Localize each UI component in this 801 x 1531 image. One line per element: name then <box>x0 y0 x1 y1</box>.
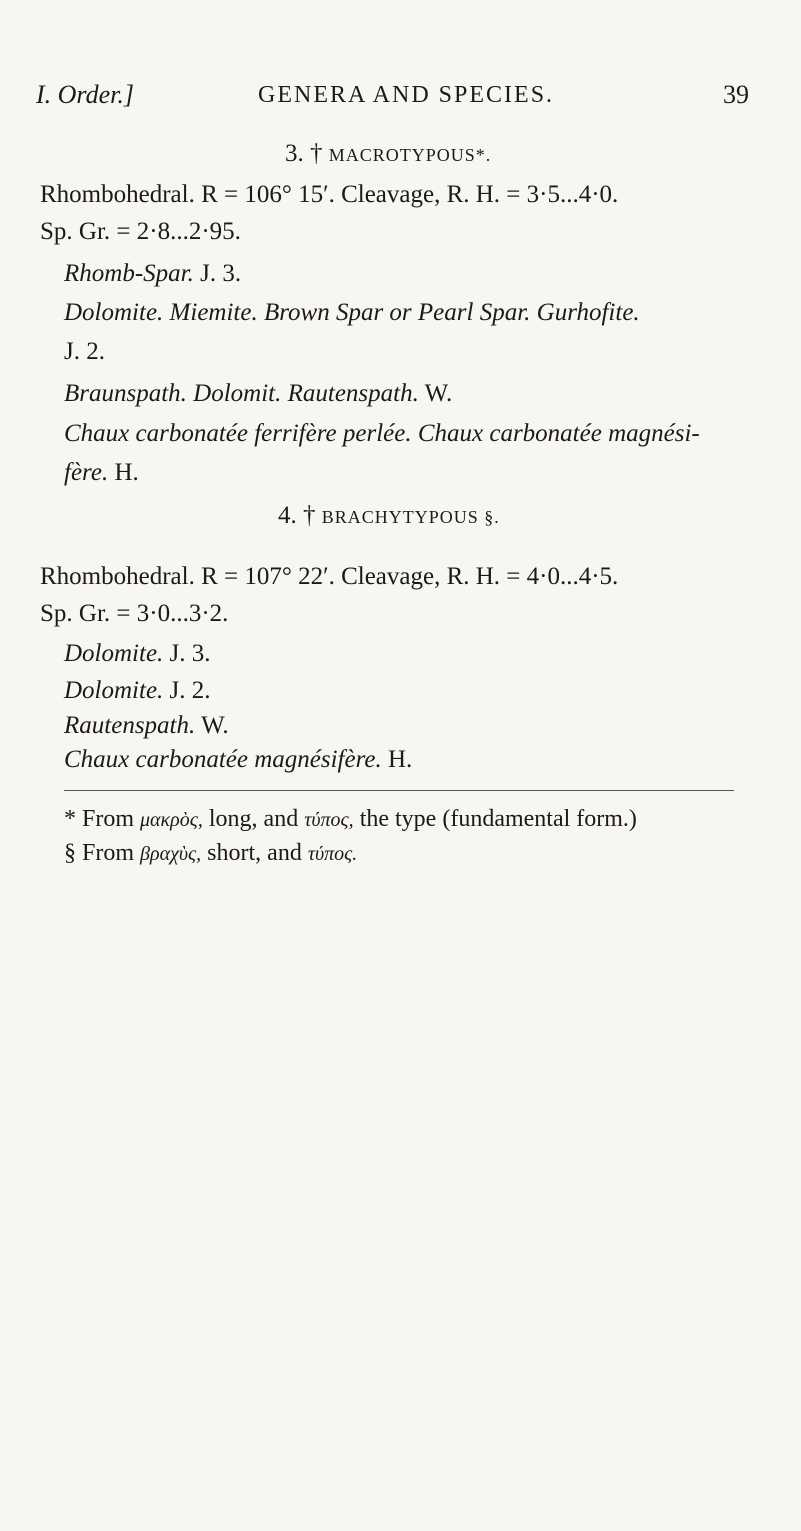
section-number: 4. <box>278 502 297 529</box>
synonym-ref: J. 2. <box>169 677 211 704</box>
greek-word: τύπος, <box>304 809 354 831</box>
footnote-2 <box>64 840 357 867</box>
synonym-line <box>64 640 211 668</box>
footnote-text: the type (fundamental form.) <box>359 806 637 832</box>
synonym-ref: J. 3. <box>200 260 242 287</box>
running-header-title: GENERA AND SPECIES. <box>258 82 555 108</box>
footnote-text: long, and <box>208 806 299 832</box>
synonym-name: Chaux carbonatée magnésifère. <box>64 746 382 773</box>
synonym-ref: H. <box>388 746 413 773</box>
footnote-1 <box>64 806 637 833</box>
greek-word: βραχὺς, <box>140 843 202 865</box>
greek-word: τύπος. <box>307 843 358 865</box>
synonym-line: Dolomite. Miemite. Brown Spar or Pearl Spar. Gurhofite. <box>64 299 640 326</box>
synonym-line <box>64 260 241 288</box>
synonym-line <box>64 712 229 740</box>
synonym-ref: J. 2. <box>64 338 105 365</box>
footnote-text: From <box>82 806 135 832</box>
page-number: 39 <box>723 80 749 109</box>
synonym-name: Braunspath. Dolomit. Rautenspath. <box>64 380 419 407</box>
synonym-name: Dolomite. <box>64 640 164 667</box>
section-3-properties: Rhombohedral. R = 106° 15′. Cleavage, R. H. = 3·5...4·0. <box>40 181 619 208</box>
section-3-specific-gravity: Sp. Gr. = 2·8...2·95. <box>40 218 241 245</box>
dagger-mark: † <box>310 140 323 167</box>
synonym-line <box>64 459 139 487</box>
footnote-mark: * <box>64 806 76 832</box>
section-heading: MACROTYPOUS*. <box>328 145 492 165</box>
section-heading: BRACHYTYPOUS §. <box>321 507 500 527</box>
synonym-name: Dolomite. <box>64 677 164 704</box>
synonym-name: fère. <box>64 459 109 486</box>
section-4-specific-gravity: Sp. Gr. = 3·0...3·2. <box>40 600 229 627</box>
synonym-ref: H. <box>114 459 139 486</box>
synonym-ref: W. <box>424 380 453 407</box>
footnote-text: short, and <box>207 840 302 866</box>
synonym-line <box>64 677 211 705</box>
synonym-line <box>64 380 452 408</box>
footnote-text: From <box>82 840 135 866</box>
section-4-properties: Rhombohedral. R = 107° 22′. Cleavage, R. H. = 4·0...4·5. <box>40 563 619 590</box>
greek-word: μακρὸς, <box>140 809 203 831</box>
dagger-mark: † <box>303 502 316 529</box>
footnote-rule <box>64 790 734 791</box>
synonym-ref: W. <box>201 712 229 739</box>
synonym-name: Rhomb-Spar. <box>64 260 194 287</box>
section-number: 3. <box>285 140 304 167</box>
synonym-line <box>64 746 412 774</box>
synonym-name: Rautenspath. <box>64 712 196 739</box>
footnote-mark: § <box>64 840 76 866</box>
running-header-left: I. Order.] <box>36 80 134 109</box>
section-3-title <box>285 140 491 168</box>
section-4-title <box>278 502 500 530</box>
synonym-ref: J. 3. <box>169 640 211 667</box>
synonym-line: Chaux carbonatée ferrifère perlée. Chaux carbonatée magnési- <box>64 420 700 447</box>
